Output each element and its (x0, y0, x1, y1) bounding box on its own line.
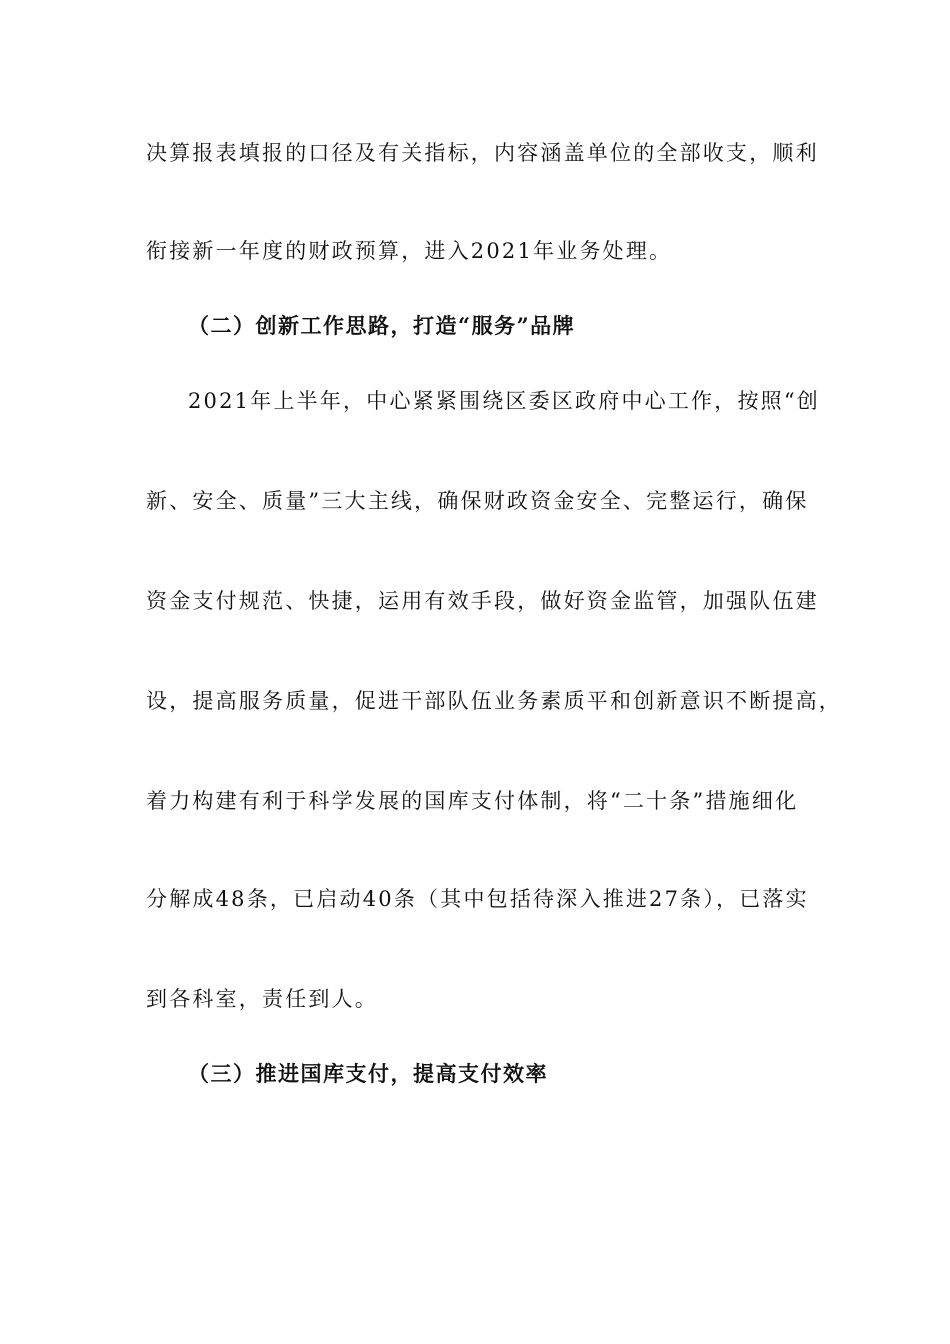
section-heading-2: （二）创新工作思路，打造“服务”品牌 (188, 313, 576, 338)
paragraph-2-line-3: 资金支付规范、快捷，运用有效手段，做好资金监管，加强队伍建 (146, 589, 819, 613)
paragraph-2-line-7: 到各科室，责任到人。 (146, 987, 378, 1011)
paragraph-2-line-4: 设，提高服务质量，促进干部队伍业务素质平和创新意识不断提高， (146, 689, 842, 713)
paragraph-2-line-5: 着力构建有利于科学发展的国库支付体制，将“二十条”措施细化 (146, 789, 799, 813)
section-heading-3: （三）推进国库支付，提高支付效率 (188, 1061, 548, 1086)
paragraph-2-line-2: 新、安全、质量”三大主线，确保财政资金安全、完整运行，确保 (146, 489, 809, 513)
paragraph-2-line-6: 分解成48条，已启动40条（其中包括待深入推进27条），已落实 (146, 887, 809, 911)
paragraph-1-line-2: 衔接新一年度的财政预算，进入2021年业务处理。 (146, 239, 673, 263)
paragraph-1-line-1: 决算报表填报的口径及有关指标，内容涵盖单位的全部收支，顺利 (146, 141, 819, 165)
paragraph-2-line-1: 2021年上半年，中心紧紧围绕区委区政府中心工作，按照“创 (188, 389, 820, 413)
